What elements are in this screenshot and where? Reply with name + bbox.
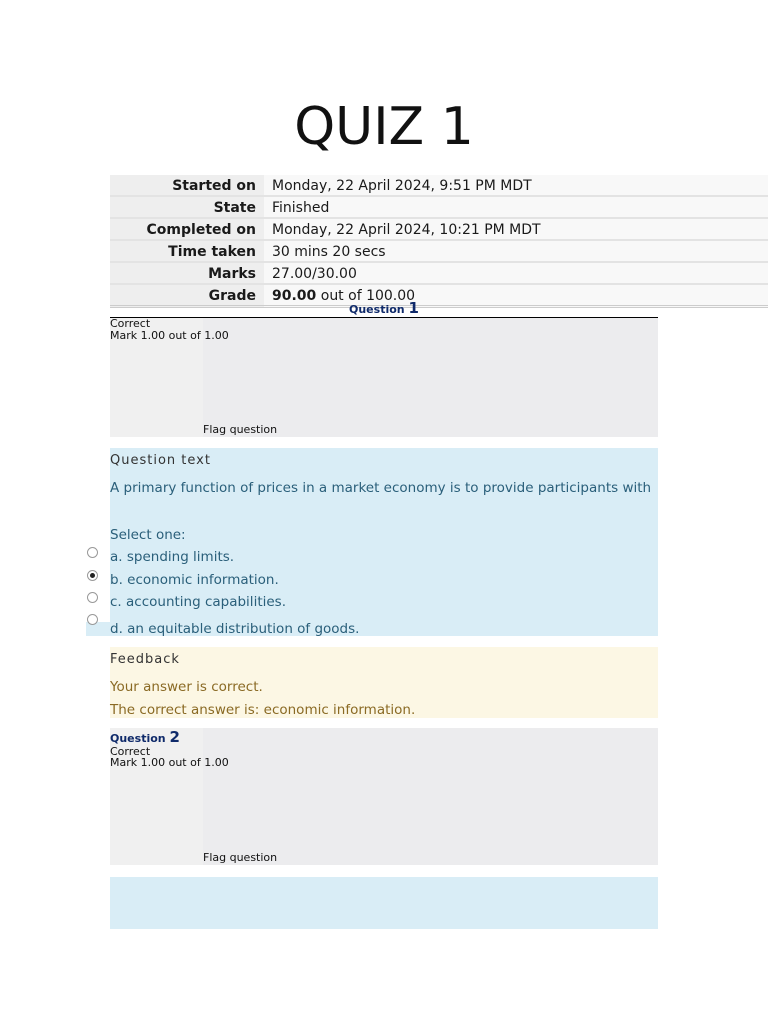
flag-question-link[interactable]: Flag question <box>203 851 278 864</box>
answer-option-b[interactable]: b. economic information. <box>110 572 279 588</box>
summary-label: Grade <box>110 284 264 307</box>
select-prompt: Select one: <box>110 527 186 543</box>
summary-label: State <box>110 196 264 218</box>
summary-label: Time taken <box>110 240 264 262</box>
grade-score: 90.00 <box>272 287 317 304</box>
answer-radio-b[interactable] <box>87 570 98 581</box>
page-title: QUIZ 1 <box>294 97 474 157</box>
summary-value: Finished <box>264 196 768 218</box>
feedback-header: Feedback <box>110 652 180 667</box>
question-1-heading <box>349 299 419 317</box>
question-status: Correct <box>110 745 151 758</box>
question-mark: Mark 1.00 out of 1.00 <box>110 756 229 769</box>
answer-radio-d[interactable] <box>87 614 98 625</box>
question-label: Question <box>349 303 405 316</box>
question-number: 2 <box>169 728 180 746</box>
question-status: Correct <box>110 317 151 330</box>
question-2-heading <box>110 728 180 746</box>
summary-value: 27.00/30.00 <box>264 262 768 284</box>
summary-row <box>110 284 768 307</box>
summary-value: Monday, 22 April 2024, 9:51 PM MDT <box>264 175 768 196</box>
summary-value: Monday, 22 April 2024, 10:21 PM MDT <box>264 218 768 240</box>
question-mark: Mark 1.00 out of 1.00 <box>110 329 229 342</box>
summary-row <box>110 218 768 240</box>
grade-suffix: out of 100.00 <box>316 287 416 304</box>
summary-row <box>110 196 768 218</box>
question-label: Question <box>110 732 166 745</box>
question-text-header: Question text <box>110 453 211 468</box>
answer-radio-c[interactable] <box>87 592 98 603</box>
flag-question-link[interactable]: Flag question <box>203 423 278 436</box>
summary-row <box>110 240 768 262</box>
answer-option-c[interactable]: c. accounting capabilities. <box>110 594 286 610</box>
summary-row <box>110 262 768 284</box>
summary-label: Started on <box>110 175 264 196</box>
summary-value: 30 mins 20 secs <box>264 240 768 262</box>
answer-option-d[interactable]: d. an equitable distribution of goods. <box>110 621 360 637</box>
attempt-summary-table <box>110 175 768 308</box>
summary-value <box>264 284 768 307</box>
feedback-result: Your answer is correct. <box>110 679 263 695</box>
question-number: 1 <box>408 299 419 317</box>
answer-radio-a[interactable] <box>87 547 98 558</box>
answer-option-a[interactable]: a. spending limits. <box>110 549 235 565</box>
summary-label: Marks <box>110 262 264 284</box>
summary-label: Completed on <box>110 218 264 240</box>
summary-row <box>110 175 768 196</box>
question-2-content <box>110 877 658 929</box>
feedback-correct-answer: The correct answer is: economic information. <box>110 702 416 718</box>
question-text: A primary function of prices in a market economy is to provide participants with <box>110 480 652 496</box>
question-2-info <box>110 728 658 865</box>
